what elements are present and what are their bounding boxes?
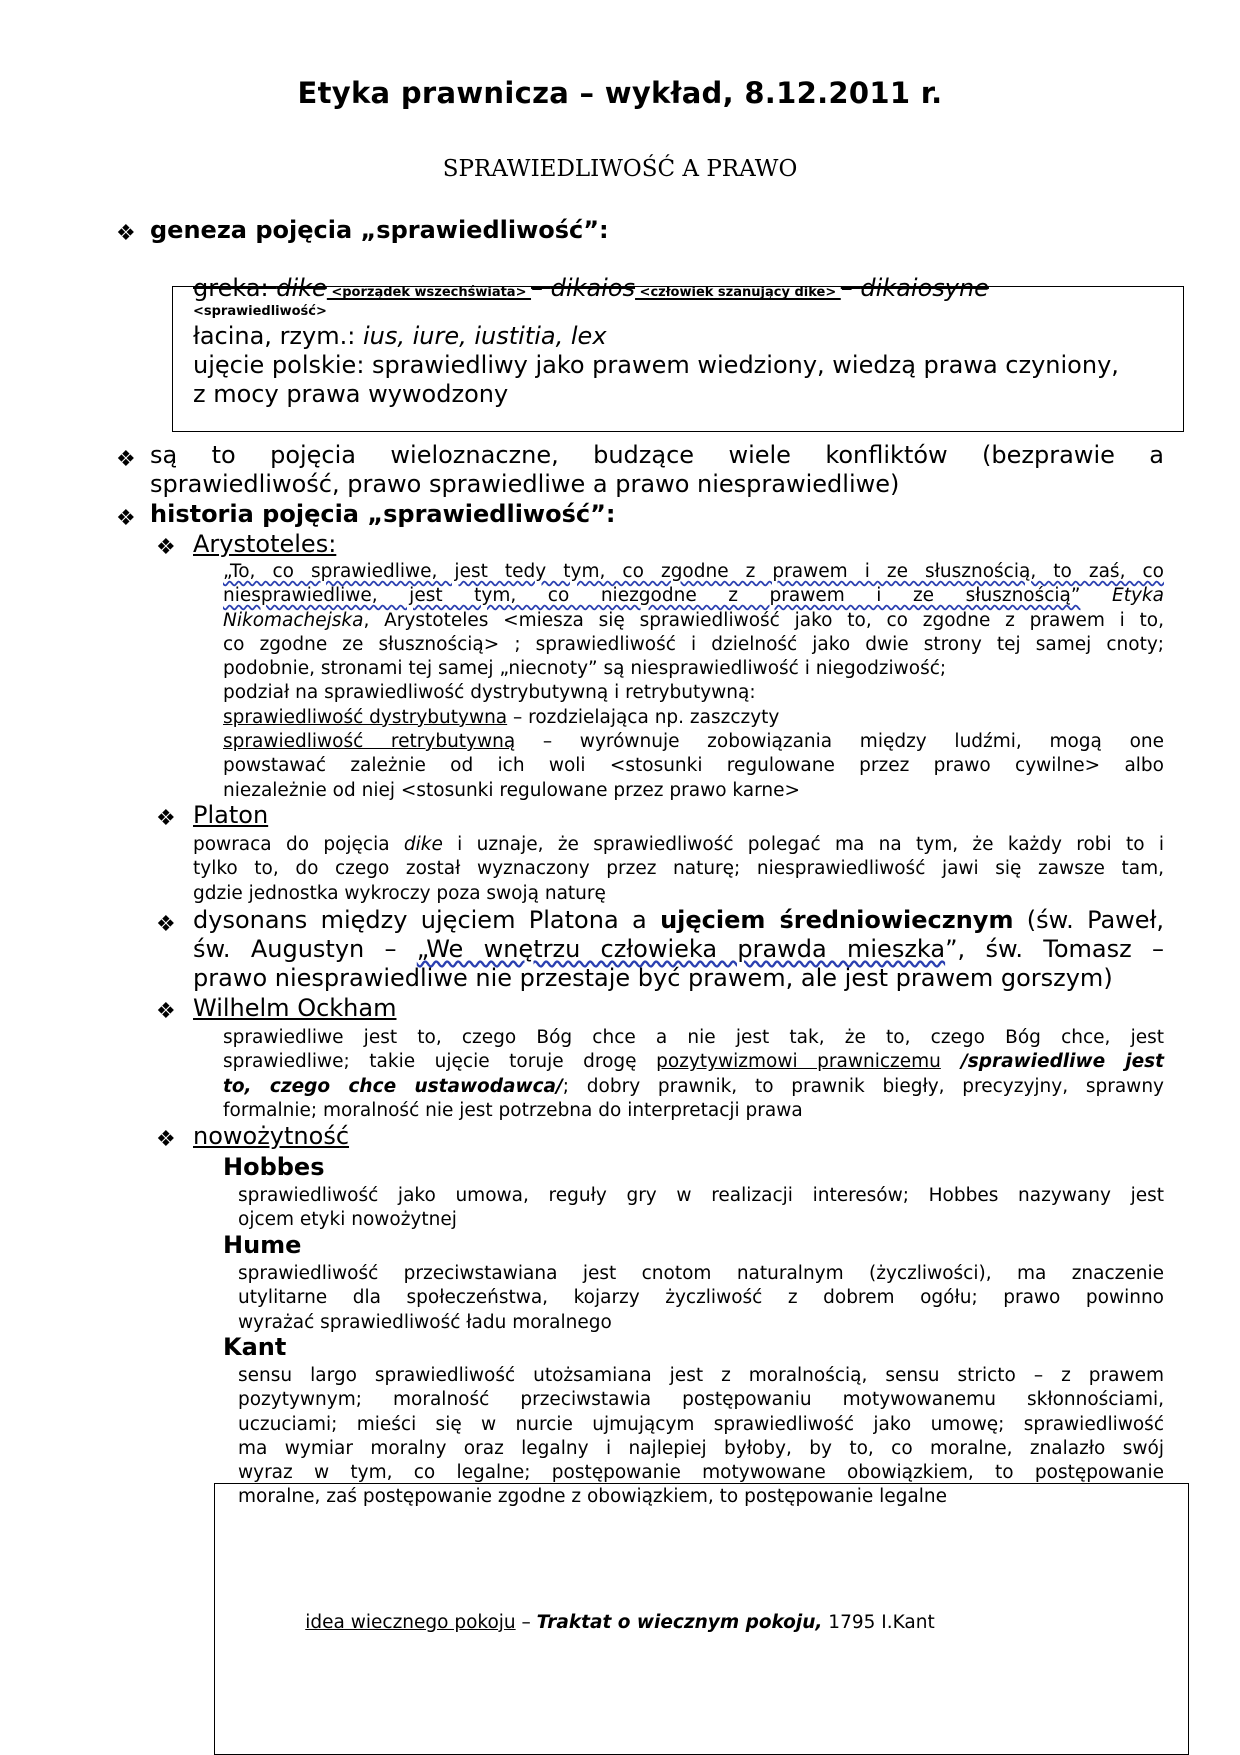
platon-heading: Platon xyxy=(193,801,269,829)
geneza-heading: geneza pojęcia „sprawiedliwość”: xyxy=(150,216,609,244)
ockham-heading: Wilhelm Ockham xyxy=(193,994,397,1022)
ambiguity-line-2: sprawiedliwość, prawo sprawiedliwe a prawo niesprawiedliwe) xyxy=(150,470,900,498)
nowozytnosc-heading: nowożytność xyxy=(193,1122,350,1150)
page-title: Etyka prawnicza – wykład, 8.12.2011 r. xyxy=(297,76,943,110)
hume-heading: Hume xyxy=(223,1231,302,1259)
ambiguity-line-1: są to pojęcia wieloznaczne, budzące wiele konfliktów (bezprawie a xyxy=(150,441,1164,469)
bullet-icon: ❖ xyxy=(156,806,176,831)
kant-idea-line: idea wiecznego pokoju – Traktat o wiecznym pokoju, 1795 I.Kant xyxy=(305,1612,935,1633)
kant-heading: Kant xyxy=(223,1333,287,1361)
bullet-icon: ❖ xyxy=(116,221,136,246)
latin-line: łacina, rzym.: ius, iure, iustitia, lex xyxy=(193,322,607,350)
polish-line-2: z mocy prawa wywodzony xyxy=(193,380,509,408)
kant-text: sensu largo sprawiedliwość utożsamiana jest z moralnością, sensu stricto – z prawem pozytywnym; moralność przeciwstawia postępowaniu motywowanemu skłonnościami, uczuciami; mieści się w nurcie ujmującym sprawiedliwość jako umowę; sprawiedliwość ma wymiar moralny oraz legalny i najlepiej byłoby, by to, co moralne, znalazło swój wyraz w tym, co legalne; postępowanie motywowane obowiązkiem, to postępowanie moralne, zaś postępowanie zgodne z obowiązkiem, to postępowanie legalne xyxy=(238,1365,1164,1508)
hobbes-heading: Hobbes xyxy=(223,1153,325,1181)
bullet-icon: ❖ xyxy=(116,506,136,531)
bullet-icon: ❖ xyxy=(156,999,176,1024)
arystoteles-text: „To, co sprawiedliwe, jest tedy tym, co zgodne z prawem i ze słusznością, to zaś, co niesprawiedliwe, jest tym, co niezgodne z prawem i ze słusznością” Etyka Nikomachejska, Arystoteles <miesza się sprawiedliwość jako to, co zgodne z prawem i to, co zgodne ze słusznością> ; sprawiedliwość i dzielność jako dwie strony tej samej cnoty; podobnie, stronami tej samej „niecnoty” są niesprawiedliwość i niegodziwość; podział na sprawiedliwość dystrybutywną i retrybutywną: sprawiedliwość dystrybutywna – rozdzielająca np. zaszczyty sprawiedliwość retrybutywną – wyrównuje zobowiązania między ludźmi, mogą one powstawać zależnie od ich woli <stosunki regulowane przez prawo cywilne> albo niezależnie od niej <stosunki regulowane przez prawo karne> xyxy=(223,561,1164,801)
bullet-icon: ❖ xyxy=(156,535,176,560)
dysonans-text: dysonans między ujęciem Platona a ujęciem średniowiecznym (św. Paweł, św. Augustyn – „We wnętrzu człowieka prawda mieszka”, św. Tomasz – prawo niesprawiedliwe nie przestaje być prawem, ale jest prawem gorszym) xyxy=(193,906,1165,992)
greek-note: <sprawiedliwość> xyxy=(193,304,327,319)
hume-text: sprawiedliwość przeciwstawiana jest cnotom naturalnym (życzliwości), ma znaczenie utylitarne dla społeczeństwa, kojarzy życzliwość z dobrem ogółu; prawo powinno wyrażać sprawiedliwość ładu moralnego xyxy=(238,1263,1164,1333)
historia-heading: historia pojęcia „sprawiedliwość”: xyxy=(150,500,616,528)
bullet-icon: ❖ xyxy=(156,912,176,937)
ockham-text: sprawiedliwe jest to, czego Bóg chce a nie jest tak, że to, czego Bóg chce, jest sprawiedliwe; takie ujęcie toruje drogę pozytywizmowi prawniczemu /sprawiedliwe jest to, czego chce ustawodawca/; dobry prawnik, to prawnik biegły, precyzyjny, sprawny formalnie; moralność nie jest potrzebna do interpretacji prawa xyxy=(223,1027,1164,1121)
polish-line-1: ujęcie polskie: sprawiedliwy jako prawem wiedziony, wiedzą prawa czyniony, xyxy=(193,351,1119,379)
section-title: SPRAWIEDLIWOŚĆ A PRAWO xyxy=(442,156,798,182)
platon-text: powraca do pojęcia dike i uznaje, że sprawiedliwość polegać ma na tym, że każdy robi to i tylko to, do czego został wyznaczony przez naturę; niesprawiedliwość jawi się zawsze tam, gdzie jednostka wykroczy poza swoją naturę xyxy=(193,834,1165,904)
bullet-icon: ❖ xyxy=(156,1127,176,1152)
arystoteles-heading: Arystoteles: xyxy=(193,530,337,558)
greek-line: greka: dike <porządek wszechświata> – dikaios <człowiek szanujący dike> – dikaiosyne xyxy=(193,274,989,302)
bullet-icon: ❖ xyxy=(116,447,136,472)
hobbes-text: sprawiedliwość jako umowa, reguły gry w realizacji interesów; Hobbes nazywany jest ojcem etyki nowożytnej xyxy=(238,1185,1164,1231)
